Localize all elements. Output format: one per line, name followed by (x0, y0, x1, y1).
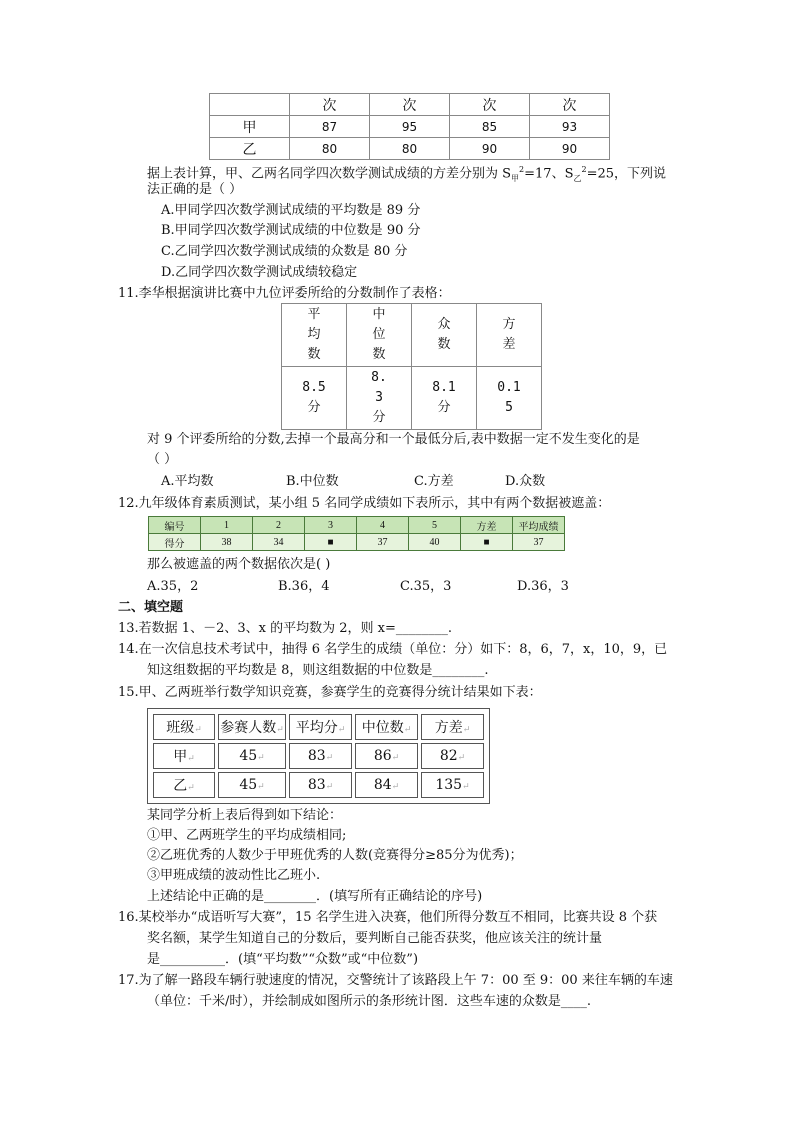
q14-line2: 知这组数据的平均数是 8，则这组数据的中位数是________. (147, 663, 489, 678)
q10-stem-part: =17、S (524, 166, 574, 182)
q10-stem-part: 据上表计算，甲、乙两名同学四次数学测试成绩的方差分别为 S (147, 166, 512, 182)
table-cell: 80 (370, 138, 450, 160)
cell-text: 班级 (166, 720, 195, 736)
table-cell: 8. 3 分 (347, 367, 412, 430)
table-cell (289, 772, 352, 798)
q10-option-b: B.甲同学四次数学测试成绩的中位数是 90 分 (161, 223, 421, 238)
q12-question: 那么被遮盖的两个数据依次是( ) (147, 557, 331, 572)
return-mark-icon: ↵ (187, 783, 195, 793)
table-cell: 38 (201, 534, 253, 551)
table-row (210, 116, 610, 138)
masked-cell: ■ (305, 534, 357, 551)
table-cell (218, 772, 286, 798)
table-cell: 1 (201, 517, 253, 534)
q17-line2: （单位：千米/时），并绘制成如图所示的条形统计图．这些车速的众数是____. (147, 994, 592, 1009)
masked-cell: ■ (461, 534, 513, 551)
return-mark-icon: ↵ (462, 782, 470, 792)
cell-text: 甲 (173, 749, 188, 765)
table-row (210, 138, 610, 160)
q10-stem-line2: 法正确的是（ ） (147, 182, 243, 197)
table-cell (289, 714, 352, 740)
table-row (153, 772, 484, 798)
table-cell (421, 714, 484, 740)
table-header-row (149, 517, 565, 534)
class-stats-table (150, 711, 487, 801)
table-cell: 87 (290, 116, 370, 138)
return-mark-icon: ↵ (257, 753, 265, 763)
table-cell (421, 772, 484, 798)
return-mark-icon: ↵ (187, 754, 195, 764)
table-cell (355, 772, 418, 798)
q15-analysis: 某同学分析上表后得到如下结论： (147, 808, 343, 823)
table-cell (153, 743, 215, 769)
q12-stem: 12.九年级体育素质测试，某小组 5 名同学成绩如下表所示，其中有两个数据被遮盖： (118, 496, 611, 511)
return-mark-icon: ↵ (325, 782, 334, 792)
table-cell (218, 743, 286, 769)
q10-stem-part: =25，下列说 (586, 166, 667, 182)
class-stats-table-frame (147, 708, 490, 804)
cell-text: 平均分 (295, 720, 338, 736)
cell-text: 82 (439, 748, 458, 764)
table-cell: 众 数 (412, 304, 477, 367)
q11-option-c: C.方差 (414, 474, 454, 489)
cell-text: 86 (373, 748, 392, 764)
table-cell: 80 (290, 138, 370, 160)
table-header-row (153, 714, 484, 740)
q11-option-a: A.平均数 (161, 474, 214, 489)
table-cell: 95 (370, 116, 450, 138)
table-header-row (210, 94, 610, 116)
table-cell (153, 714, 215, 740)
table-cell: 中 位 数 (347, 304, 412, 367)
q11-option-d: D.众数 (505, 474, 546, 489)
q11-question: 对 9 个评委所给的分数,去掉一个最高分和一个最低分后,表中数据一定不发生变化的是 (147, 432, 640, 447)
q12-option-c: C.35，3 (400, 579, 452, 594)
table-cell: 90 (450, 138, 530, 160)
q11-stem: 11.李华根据演讲比赛中九位评委所给的分数制作了表格： (118, 286, 451, 301)
table-cell (153, 772, 215, 798)
q15-conclusion-2: ②乙班优秀的人数少于甲班优秀的人数(竞赛得分≥85分为优秀)； (147, 848, 523, 863)
return-mark-icon: ↵ (337, 725, 346, 735)
q16-line2: 奖名额，某学生知道自己的分数后，要判断自己能否获奖，他应该关注的统计量 (147, 931, 603, 946)
q11-paren: （ ） (147, 452, 178, 467)
q16-line1: 16.某校举办“成语听写大赛”，15 名学生进入决赛，他们所得分数互不相同，比赛共设 8 个获 (118, 910, 658, 925)
table-row (282, 367, 542, 430)
table-cell: 3 (305, 517, 357, 534)
cell-text: 45 (239, 748, 258, 764)
q15-answer: 上述结论中正确的是________．(填写所有正确结论的序号) (147, 889, 483, 904)
table-cell (355, 714, 418, 740)
table-cell: 37 (513, 534, 565, 551)
q11-option-b: B.中位数 (286, 474, 339, 489)
score-table-1 (209, 93, 610, 160)
table-cell: 甲 (210, 116, 290, 138)
q17-line1: 17.为了解一路段车辆行驶速度的情况，交警统计了该路段上午 7：00 至 9：00 来往车辆的车速 (118, 973, 673, 988)
return-mark-icon: ↵ (403, 725, 412, 735)
table-cell: 85 (450, 116, 530, 138)
table-cell: 编号 (149, 517, 201, 534)
table-cell: 8.1 分 (412, 367, 477, 430)
table-row (149, 534, 565, 551)
table-row (153, 743, 484, 769)
table-cell: 93 (530, 116, 610, 138)
return-mark-icon: ↵ (391, 753, 400, 763)
q15-stem: 15.甲、乙两班举行数学知识竞赛，参赛学生的竞赛得分统计结果如下表： (118, 685, 542, 700)
table-cell: 平均成绩 (513, 517, 565, 534)
cell-text: 135 (435, 777, 463, 793)
q12-option-d: D.36，3 (517, 579, 569, 594)
table-header-row (282, 304, 542, 367)
cell-text: 84 (373, 777, 392, 793)
table-cell: 8.5 分 (282, 367, 347, 430)
superscript-2: 2 (519, 165, 525, 174)
table-cell (355, 743, 418, 769)
table-cell: 90 (530, 138, 610, 160)
cell-text: 参赛人数 (220, 720, 277, 736)
q16-line3: 是__________．(填“平均数”“众数”或“中位数”) (147, 952, 419, 967)
return-mark-icon: ↵ (391, 782, 400, 792)
table-cell: 2 (253, 517, 305, 534)
table-cell (421, 743, 484, 769)
return-mark-icon: ↵ (457, 753, 466, 763)
table-cell: 方 差 (477, 304, 542, 367)
q15-conclusion-1: ①甲、乙两班学生的平均成绩相同; (147, 828, 347, 843)
table-cell: 34 (253, 534, 305, 551)
section-heading: 二、填空题 (118, 600, 184, 615)
return-mark-icon: ↵ (194, 725, 202, 735)
table-cell: 得分 (149, 534, 201, 551)
table-cell: 平 均 数 (282, 304, 347, 367)
cell-text: 乙 (173, 778, 188, 794)
table-cell: 次 (450, 94, 530, 116)
q12-option-b: B.36，4 (278, 579, 330, 594)
table-cell: 4 (357, 517, 409, 534)
subscript-yi: 乙 (573, 173, 582, 183)
table-cell (218, 714, 286, 740)
table-cell (289, 743, 352, 769)
cell-text: 83 (307, 777, 326, 793)
q10-option-c: C.乙同学四次数学测试成绩的众数是 80 分 (161, 244, 408, 259)
q12-option-a: A.35，2 (147, 579, 199, 594)
cell-text: 方差 (434, 720, 463, 736)
fitness-score-table (148, 516, 565, 551)
q10-option-a: A.甲同学四次数学测试成绩的平均数是 89 分 (161, 203, 421, 218)
q10-option-d: D.乙同学四次数学测试成绩较稳定 (161, 265, 358, 280)
table-cell: 37 (357, 534, 409, 551)
q14-line1: 14.在一次信息技术考试中，抽得 6 名学生的成绩（单位：分）如下：8，6，7，x，10，9，已 (118, 642, 668, 657)
cell-text: 83 (307, 748, 326, 764)
cell-text: 45 (239, 777, 258, 793)
subscript-jia: 甲 (511, 173, 520, 183)
q13: 13.若数据 1、－2、3、x 的平均数为 2，则 x=________. (118, 621, 452, 636)
return-mark-icon: ↵ (257, 782, 265, 792)
table-cell (210, 94, 290, 116)
table-cell: 乙 (210, 138, 290, 160)
table-cell: 次 (530, 94, 610, 116)
table-cell: 次 (370, 94, 450, 116)
judges-score-table (281, 303, 542, 430)
return-mark-icon: ↵ (462, 725, 471, 735)
return-mark-icon: ↵ (325, 753, 334, 763)
cell-text: 中位数 (361, 720, 404, 736)
superscript-2: 2 (581, 165, 587, 174)
q15-conclusion-3: ③甲班成绩的波动性比乙班小. (147, 868, 321, 883)
table-cell: 方差 (461, 517, 513, 534)
table-cell: 0.1 5 (477, 367, 542, 430)
return-mark-icon: ↵ (276, 725, 284, 735)
table-cell: 次 (290, 94, 370, 116)
table-cell: 5 (409, 517, 461, 534)
table-cell: 40 (409, 534, 461, 551)
